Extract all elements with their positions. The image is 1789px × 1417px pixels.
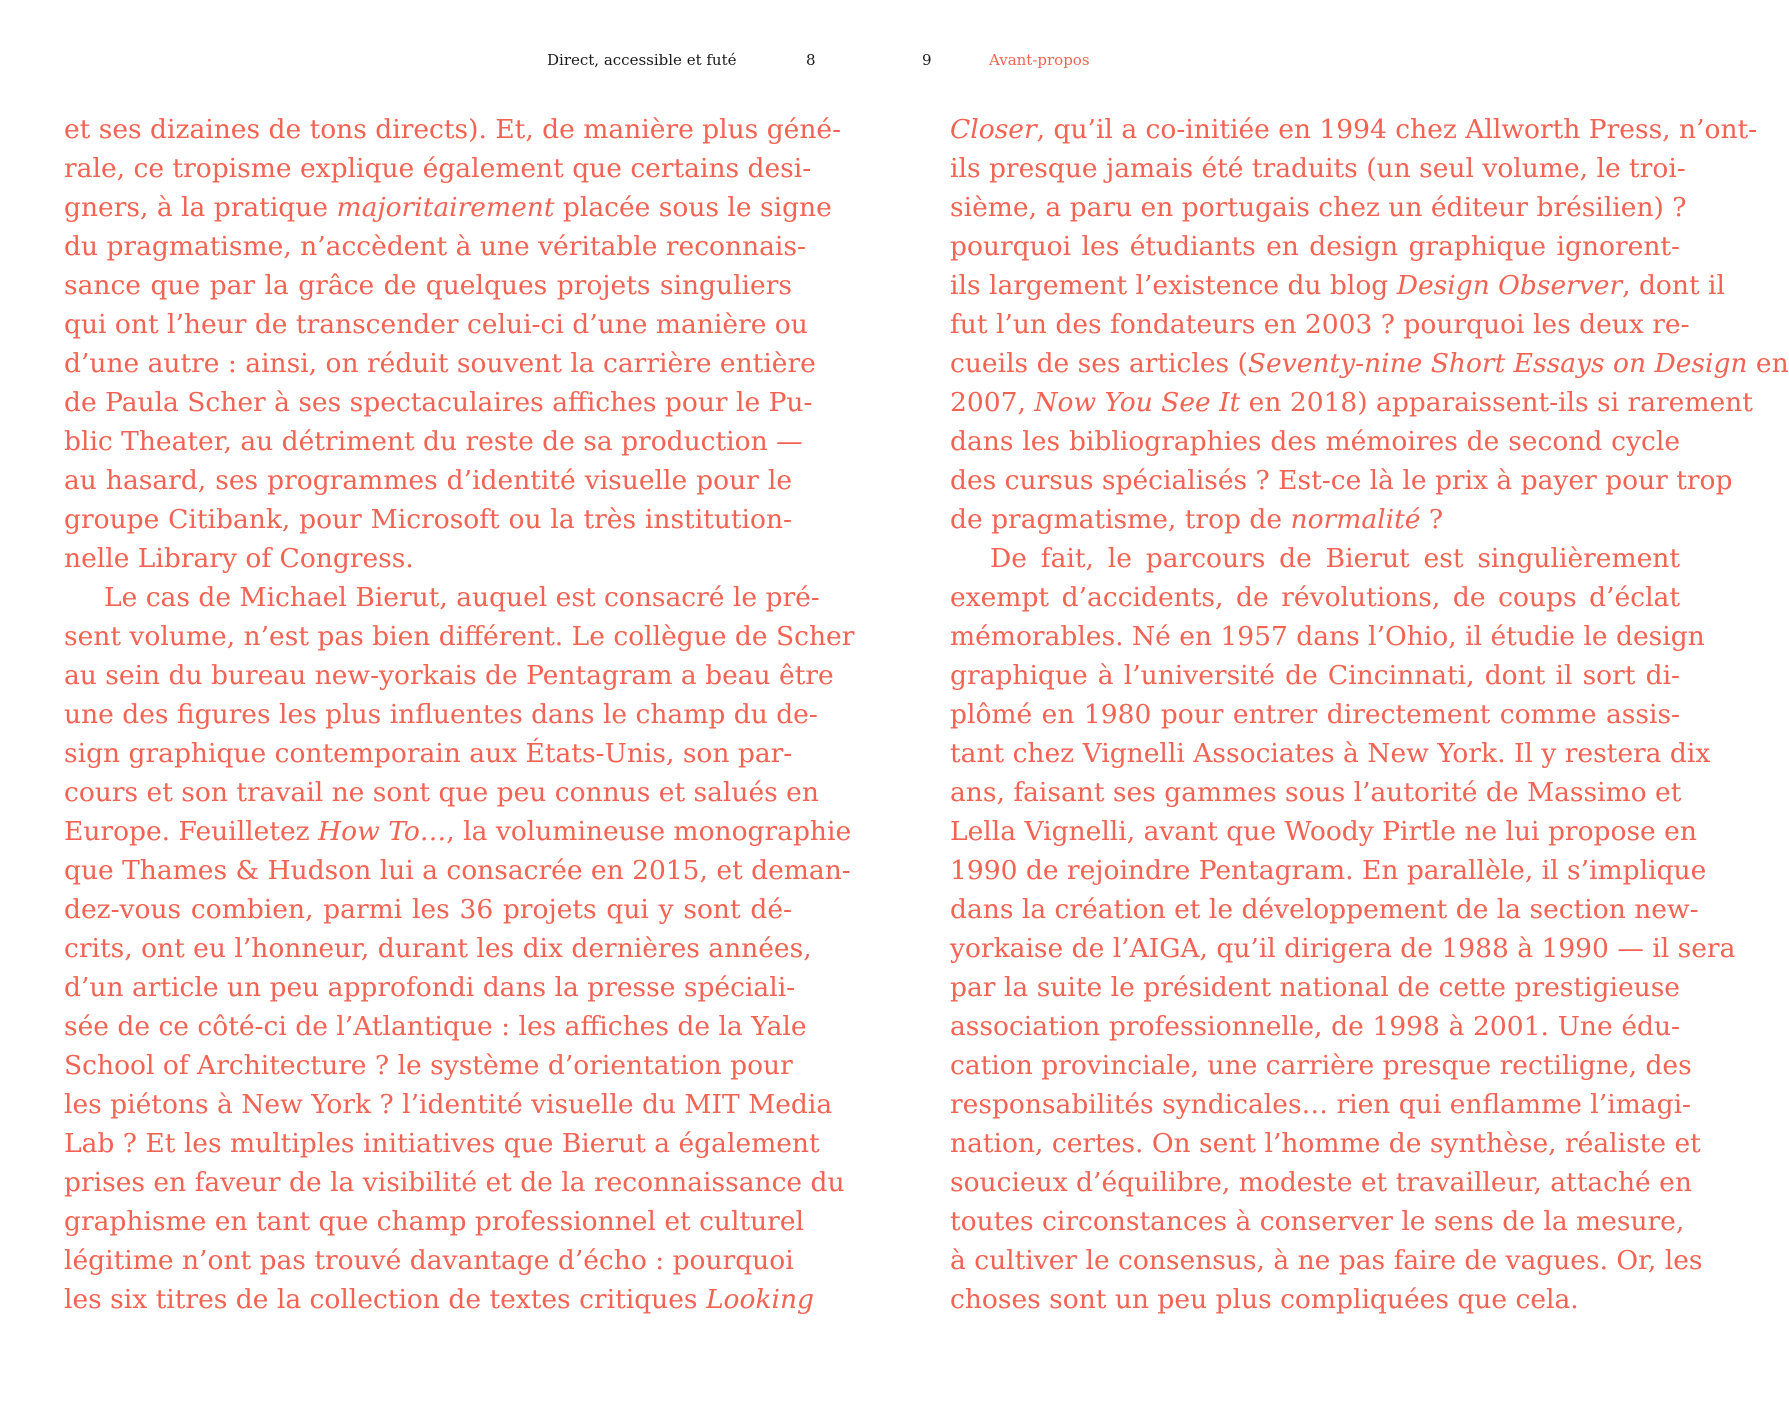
text-line: plômé en 1980 pour entrer directement comme assis- [950, 699, 1680, 730]
text-line: association professionnelle, de 1998 à 2001. Une édu- [950, 1011, 1680, 1042]
text-line: cours et son travail ne sont que peu connus et salués en [64, 777, 819, 808]
text-line: et ses dizaines de tons directs). Et, de manière plus géné- [64, 114, 842, 145]
text-segment: de pragmatisme, trop de [950, 504, 1291, 535]
text-line: Lab ? Et les multiples initiatives que Bierut a également [64, 1128, 820, 1159]
text-line: Lella Vignelli, avant que Woody Pirtle ne lui propose en [950, 816, 1697, 847]
text-line: de Paula Scher à ses spectaculaires affiches pour le Pu- [64, 387, 813, 418]
text-line: toutes circonstances à conserver le sens de la mesure, [950, 1206, 1685, 1237]
text-line: nation, certes. On sent l’homme de synthèse, réaliste et [950, 1128, 1701, 1159]
text-line [950, 266, 1725, 305]
text-line: dans la création et le développement de la section new- [950, 894, 1699, 925]
text-line: mémorables. Né en 1957 dans l’Ohio, il étudie le design [950, 621, 1705, 652]
text-line: au sein du bureau new-yorkais de Pentagram a beau être [64, 660, 834, 691]
text-line [950, 383, 1753, 422]
text-line: par la suite le président national de cette prestigieuse [950, 972, 1680, 1003]
text-line: du pragmatisme, n’accèdent à une véritable reconnais- [64, 231, 806, 262]
text-segment: en 2018) apparaissent-ils si rarement [1240, 387, 1753, 418]
text-line: sign graphique contemporain aux États-Unis, son par- [64, 738, 793, 769]
text-line: nelle Library of Congress. [64, 543, 414, 574]
text-line: des cursus spécialisés ? Est-ce là le prix à payer pour trop [950, 465, 1733, 496]
page-number-left: 8 [806, 51, 816, 69]
text-line: une des figures les plus influentes dans le champ du de- [64, 699, 818, 730]
text-line: blic Theater, au détriment du reste de sa production — [64, 426, 803, 457]
text-line: dans les bibliographies des mémoires de second cycle [950, 426, 1680, 457]
text-segment: placée sous le signe [554, 192, 832, 223]
text-line: crits, ont eu l’honneur, durant les dix dernières années, [64, 933, 812, 964]
text-line: dez-vous combien, parmi les 36 projets qui y sont dé- [64, 894, 792, 925]
text-line: De fait, le parcours de Bierut est singulièrement [990, 543, 1680, 574]
text-segment: gners, à la pratique [64, 192, 337, 223]
italic-title: normalité [1290, 504, 1421, 535]
page-number-right: 9 [922, 51, 932, 69]
text-line: d’un article un peu approfondi dans la presse spéciali- [64, 972, 796, 1003]
text-segment: Europe. Feuilletez [64, 816, 319, 847]
text-line [64, 188, 832, 227]
italic-title: Looking [705, 1284, 815, 1315]
text-line: d’une autre : ainsi, on réduit souvent la carrière entière [64, 348, 816, 379]
text-segment: les six titres de la collection de textes critiques [64, 1284, 706, 1315]
left-page-body [64, 110, 855, 1319]
text-line: exempt d’accidents, de révolutions, de coups d’éclat [950, 582, 1680, 613]
text-line: graphisme en tant que champ professionnel et culturel [64, 1206, 804, 1237]
text-line: qui ont l’heur de transcender celui-ci d’une manière ou [64, 309, 808, 340]
text-line: responsabilités syndicales… rien qui enflamme l’imagi- [950, 1089, 1692, 1120]
italic-title: Now You See It [1034, 387, 1241, 418]
text-line: soucieux d’équilibre, modeste et travailleur, attaché en [950, 1167, 1692, 1198]
italic-title: Closer [950, 114, 1037, 145]
text-segment: en [1747, 348, 1789, 379]
text-line [64, 812, 852, 851]
text-line: 1990 de rejoindre Pentagram. En parallèle, il s’implique [950, 855, 1707, 886]
text-segment: , dont il [1622, 270, 1725, 301]
text-line: à cultiver le consensus, à ne pas faire de vagues. Or, les [950, 1245, 1703, 1276]
text-line: pourquoi les étudiants en design graphique ignorent- [950, 231, 1680, 262]
text-line: au hasard, ses programmes d’identité visuelle pour le [64, 465, 792, 496]
text-segment: , qu’il a co-initiée en 1994 chez Allworth Press, n’ont- [1036, 114, 1758, 145]
text-segment: , la volumineuse monographie [446, 816, 852, 847]
italic-title: Seventy-nine Short Essays on Design [1247, 348, 1748, 379]
running-head-right: Avant-propos [989, 51, 1090, 69]
text-line: sième, a paru en portugais chez un éditeur brésilien) ? [950, 192, 1687, 223]
text-line: sance que par la grâce de quelques projets singuliers [64, 270, 792, 301]
text-line [950, 500, 1680, 539]
text-line: rale, ce tropisme explique également que certains desi- [64, 153, 812, 184]
text-line: ans, faisant ses gammes sous l’autorité de Massimo et [950, 777, 1682, 808]
text-line: fut l’un des fondateurs en 2003 ? pourquoi les deux re- [950, 309, 1690, 340]
text-line [950, 344, 1789, 383]
text-segment: 2007, [950, 387, 1035, 418]
text-line: yorkaise de l’AIGA, qu’il dirigera de 1988 à 1990 — il sera [950, 933, 1736, 964]
text-line: légitime n’ont pas trouvé davantage d’écho : pourquoi [64, 1245, 794, 1276]
text-segment: cueils de ses articles ( [950, 348, 1248, 379]
text-line: School of Architecture ? le système d’orientation pour [64, 1050, 793, 1081]
running-head-left: Direct, accessible et futé [547, 51, 737, 69]
text-line: sée de ce côté-ci de l’Atlantique : les affiches de la Yale [64, 1011, 807, 1042]
text-line: sent volume, n’est pas bien différent. Le collègue de Scher [64, 621, 855, 652]
text-line: cation provinciale, une carrière presque rectiligne, des [950, 1050, 1692, 1081]
text-line [64, 1280, 815, 1319]
text-segment: ? [1420, 504, 1444, 535]
text-line: tant chez Vignelli Associates à New York. Il y restera dix [950, 738, 1711, 769]
right-page-body [950, 110, 1789, 1319]
text-segment: ils largement l’existence du blog [950, 270, 1397, 301]
italic-title: How To… [318, 816, 447, 847]
text-line: choses sont un peu plus compliquées que cela. [950, 1284, 1579, 1315]
text-line: graphique à l’université de Cincinnati, dont il sort di- [950, 660, 1680, 691]
text-line: groupe Citibank, pour Microsoft ou la très institution- [64, 504, 792, 535]
text-line: les piétons à New York ? l’identité visuelle du MIT Media [64, 1089, 833, 1120]
text-line [950, 110, 1758, 149]
text-line: ils presque jamais été traduits (un seul volume, le troi- [950, 153, 1686, 184]
italic-title: Design Observer [1396, 270, 1623, 301]
italic-title: majoritairement [336, 192, 555, 223]
text-line: Le cas de Michael Bierut, auquel est consacré le pré- [104, 582, 820, 613]
text-line: prises en faveur de la visibilité et de la reconnaissance du [64, 1167, 845, 1198]
text-line: que Thames & Hudson lui a consacrée en 2015, et deman- [64, 855, 851, 886]
